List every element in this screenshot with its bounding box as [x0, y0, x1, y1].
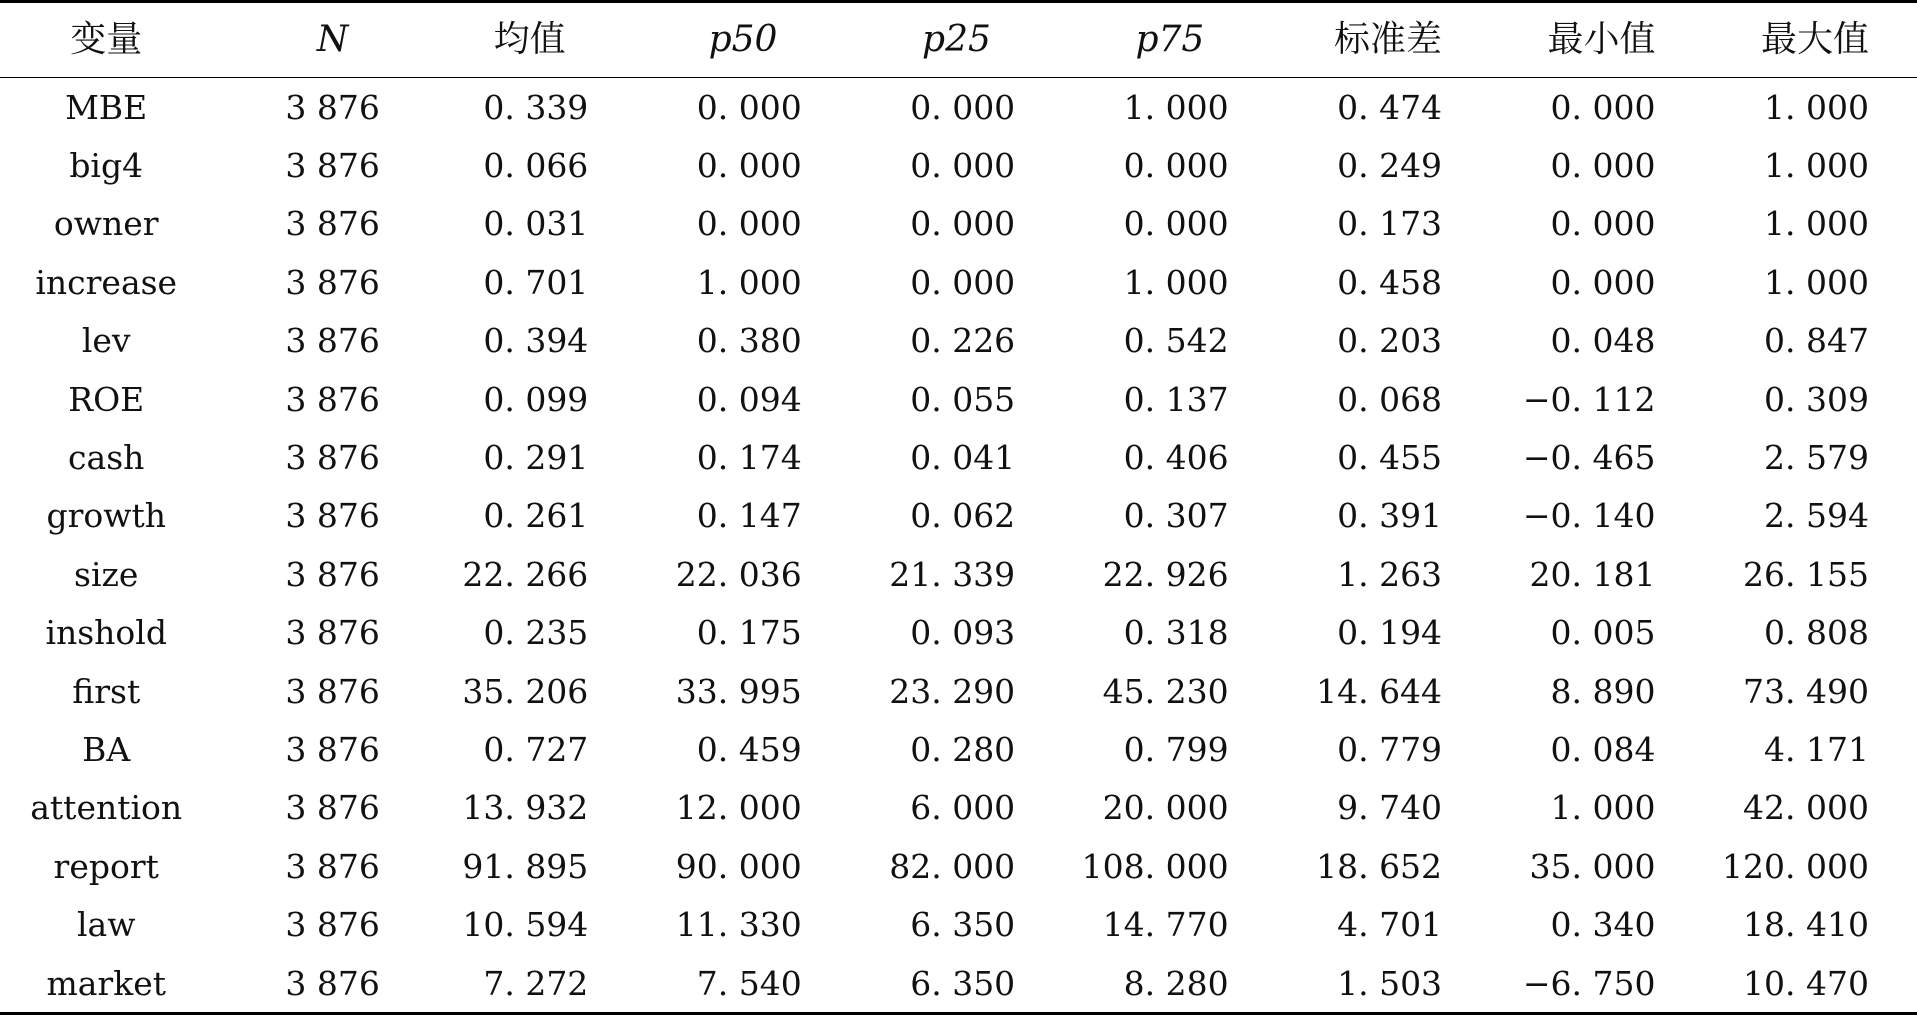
cell-max: 18. 410 [1704, 895, 1917, 953]
cell-mean: 0. 031 [423, 195, 636, 253]
cell-p50: 1. 000 [636, 253, 849, 311]
table-row [0, 253, 1917, 311]
cell-p25: 0. 093 [850, 604, 1063, 662]
cell-max: 4. 171 [1704, 720, 1917, 778]
cell-n: 3 876 [212, 662, 422, 720]
table-body [0, 78, 1917, 1014]
cell-variable: inshold [0, 604, 212, 662]
cell-min: 1. 000 [1490, 779, 1703, 837]
cell-std: 0. 391 [1277, 487, 1490, 545]
cell-variable: attention [0, 779, 212, 837]
cell-std: 0. 779 [1277, 720, 1490, 778]
cell-p50: 0. 000 [636, 136, 849, 194]
cell-max: 1. 000 [1704, 78, 1917, 137]
cell-n: 3 876 [212, 195, 422, 253]
cell-mean: 10. 594 [423, 895, 636, 953]
cell-min: 8. 890 [1490, 662, 1703, 720]
cell-mean: 91. 895 [423, 837, 636, 895]
cell-min: 20. 181 [1490, 545, 1703, 603]
cell-min: 0. 000 [1490, 195, 1703, 253]
cell-std: 4. 701 [1277, 895, 1490, 953]
cell-mean: 0. 727 [423, 720, 636, 778]
table-row [0, 370, 1917, 428]
cell-variable: owner [0, 195, 212, 253]
header-std: 标准差 [1277, 2, 1490, 78]
cell-max: 1. 000 [1704, 253, 1917, 311]
cell-std: 0. 194 [1277, 604, 1490, 662]
table-row [0, 720, 1917, 778]
cell-mean: 0. 099 [423, 370, 636, 428]
cell-p25: 23. 290 [850, 662, 1063, 720]
cell-std: 18. 652 [1277, 837, 1490, 895]
cell-variable: growth [0, 487, 212, 545]
cell-variable: size [0, 545, 212, 603]
cell-max: 10. 470 [1704, 954, 1917, 1014]
table-row [0, 428, 1917, 486]
cell-min: 0. 000 [1490, 78, 1703, 137]
cell-n: 3 876 [212, 136, 422, 194]
cell-std: 0. 249 [1277, 136, 1490, 194]
header-mean: 均值 [423, 2, 636, 78]
cell-p25: 0. 226 [850, 312, 1063, 370]
header-variable: 变量 [0, 2, 212, 78]
cell-p75: 0. 318 [1063, 604, 1276, 662]
cell-min: 0. 084 [1490, 720, 1703, 778]
cell-mean: 0. 261 [423, 487, 636, 545]
cell-min: 0. 000 [1490, 136, 1703, 194]
cell-std: 0. 203 [1277, 312, 1490, 370]
table-header [0, 2, 1917, 78]
cell-min: 0. 000 [1490, 253, 1703, 311]
cell-max: 73. 490 [1704, 662, 1917, 720]
table-row [0, 487, 1917, 545]
cell-variable: increase [0, 253, 212, 311]
cell-p50: 0. 147 [636, 487, 849, 545]
cell-p50: 33. 995 [636, 662, 849, 720]
cell-n: 3 876 [212, 545, 422, 603]
cell-variable: big4 [0, 136, 212, 194]
cell-n: 3 876 [212, 604, 422, 662]
cell-mean: 0. 701 [423, 253, 636, 311]
cell-mean: 13. 932 [423, 779, 636, 837]
cell-variable: ROE [0, 370, 212, 428]
cell-p75: 45. 230 [1063, 662, 1276, 720]
cell-variable: cash [0, 428, 212, 486]
header-n: N [212, 2, 422, 78]
cell-mean: 0. 291 [423, 428, 636, 486]
cell-p50: 7. 540 [636, 954, 849, 1014]
cell-p75: 1. 000 [1063, 78, 1276, 137]
cell-mean: 22. 266 [423, 545, 636, 603]
cell-std: 0. 173 [1277, 195, 1490, 253]
cell-mean: 0. 394 [423, 312, 636, 370]
cell-std: 0. 474 [1277, 78, 1490, 137]
cell-max: 0. 808 [1704, 604, 1917, 662]
cell-min: 0. 340 [1490, 895, 1703, 953]
table-row [0, 779, 1917, 837]
header-row [0, 2, 1917, 78]
cell-n: 3 876 [212, 837, 422, 895]
cell-p75: 0. 000 [1063, 136, 1276, 194]
cell-std: 1. 263 [1277, 545, 1490, 603]
cell-p50: 12. 000 [636, 779, 849, 837]
cell-std: 0. 455 [1277, 428, 1490, 486]
cell-p50: 0. 000 [636, 195, 849, 253]
cell-std: 1. 503 [1277, 954, 1490, 1014]
cell-p75: 8. 280 [1063, 954, 1276, 1014]
cell-max: 120. 000 [1704, 837, 1917, 895]
cell-p25: 0. 000 [850, 195, 1063, 253]
cell-p25: 0. 280 [850, 720, 1063, 778]
cell-max: 2. 594 [1704, 487, 1917, 545]
cell-std: 0. 068 [1277, 370, 1490, 428]
table-row [0, 312, 1917, 370]
table-row [0, 545, 1917, 603]
table-row [0, 837, 1917, 895]
table-row [0, 78, 1917, 137]
cell-p25: 0. 055 [850, 370, 1063, 428]
cell-p75: 14. 770 [1063, 895, 1276, 953]
cell-max: 1. 000 [1704, 136, 1917, 194]
header-p25: p25 [850, 2, 1063, 78]
cell-p75: 22. 926 [1063, 545, 1276, 603]
header-p50: p50 [636, 2, 849, 78]
cell-p75: 1. 000 [1063, 253, 1276, 311]
table-row [0, 195, 1917, 253]
cell-std: 14. 644 [1277, 662, 1490, 720]
cell-n: 3 876 [212, 954, 422, 1014]
cell-p75: 0. 000 [1063, 195, 1276, 253]
cell-p75: 0. 406 [1063, 428, 1276, 486]
cell-mean: 0. 066 [423, 136, 636, 194]
cell-p75: 0. 542 [1063, 312, 1276, 370]
cell-p50: 0. 380 [636, 312, 849, 370]
cell-max: 2. 579 [1704, 428, 1917, 486]
cell-min: 35. 000 [1490, 837, 1703, 895]
cell-p75: 0. 799 [1063, 720, 1276, 778]
cell-n: 3 876 [212, 312, 422, 370]
cell-mean: 35. 206 [423, 662, 636, 720]
cell-variable: lev [0, 312, 212, 370]
cell-max: 26. 155 [1704, 545, 1917, 603]
cell-p50: 0. 174 [636, 428, 849, 486]
cell-min: −6. 750 [1490, 954, 1703, 1014]
cell-p75: 20. 000 [1063, 779, 1276, 837]
cell-p50: 0. 094 [636, 370, 849, 428]
cell-max: 0. 309 [1704, 370, 1917, 428]
cell-mean: 0. 339 [423, 78, 636, 137]
cell-variable: BA [0, 720, 212, 778]
cell-p25: 0. 041 [850, 428, 1063, 486]
table-row [0, 604, 1917, 662]
cell-p25: 6. 000 [850, 779, 1063, 837]
cell-n: 3 876 [212, 78, 422, 137]
cell-p50: 90. 000 [636, 837, 849, 895]
cell-p75: 0. 307 [1063, 487, 1276, 545]
table-row [0, 662, 1917, 720]
cell-p25: 6. 350 [850, 895, 1063, 953]
cell-variable: report [0, 837, 212, 895]
cell-std: 9. 740 [1277, 779, 1490, 837]
cell-min: −0. 140 [1490, 487, 1703, 545]
cell-variable: MBE [0, 78, 212, 137]
cell-p25: 82. 000 [850, 837, 1063, 895]
table-row [0, 895, 1917, 953]
cell-max: 1. 000 [1704, 195, 1917, 253]
cell-p25: 6. 350 [850, 954, 1063, 1014]
cell-p25: 0. 000 [850, 253, 1063, 311]
header-min: 最小值 [1490, 2, 1703, 78]
cell-variable: first [0, 662, 212, 720]
table-row [0, 954, 1917, 1014]
cell-p75: 108. 000 [1063, 837, 1276, 895]
cell-p25: 0. 062 [850, 487, 1063, 545]
cell-min: −0. 465 [1490, 428, 1703, 486]
table-row [0, 136, 1917, 194]
cell-p25: 0. 000 [850, 78, 1063, 137]
cell-min: −0. 112 [1490, 370, 1703, 428]
cell-min: 0. 048 [1490, 312, 1703, 370]
cell-n: 3 876 [212, 487, 422, 545]
cell-max: 0. 847 [1704, 312, 1917, 370]
cell-p25: 21. 339 [850, 545, 1063, 603]
header-p75: p75 [1063, 2, 1276, 78]
cell-p50: 11. 330 [636, 895, 849, 953]
cell-p50: 0. 175 [636, 604, 849, 662]
cell-n: 3 876 [212, 720, 422, 778]
cell-p50: 0. 000 [636, 78, 849, 137]
cell-n: 3 876 [212, 895, 422, 953]
cell-p25: 0. 000 [850, 136, 1063, 194]
cell-min: 0. 005 [1490, 604, 1703, 662]
cell-max: 42. 000 [1704, 779, 1917, 837]
cell-p75: 0. 137 [1063, 370, 1276, 428]
cell-n: 3 876 [212, 428, 422, 486]
header-max: 最大值 [1704, 2, 1917, 78]
cell-variable: market [0, 954, 212, 1014]
cell-std: 0. 458 [1277, 253, 1490, 311]
cell-mean: 0. 235 [423, 604, 636, 662]
cell-mean: 7. 272 [423, 954, 636, 1014]
cell-p50: 22. 036 [636, 545, 849, 603]
cell-n: 3 876 [212, 779, 422, 837]
cell-p50: 0. 459 [636, 720, 849, 778]
cell-n: 3 876 [212, 370, 422, 428]
cell-variable: law [0, 895, 212, 953]
cell-n: 3 876 [212, 253, 422, 311]
